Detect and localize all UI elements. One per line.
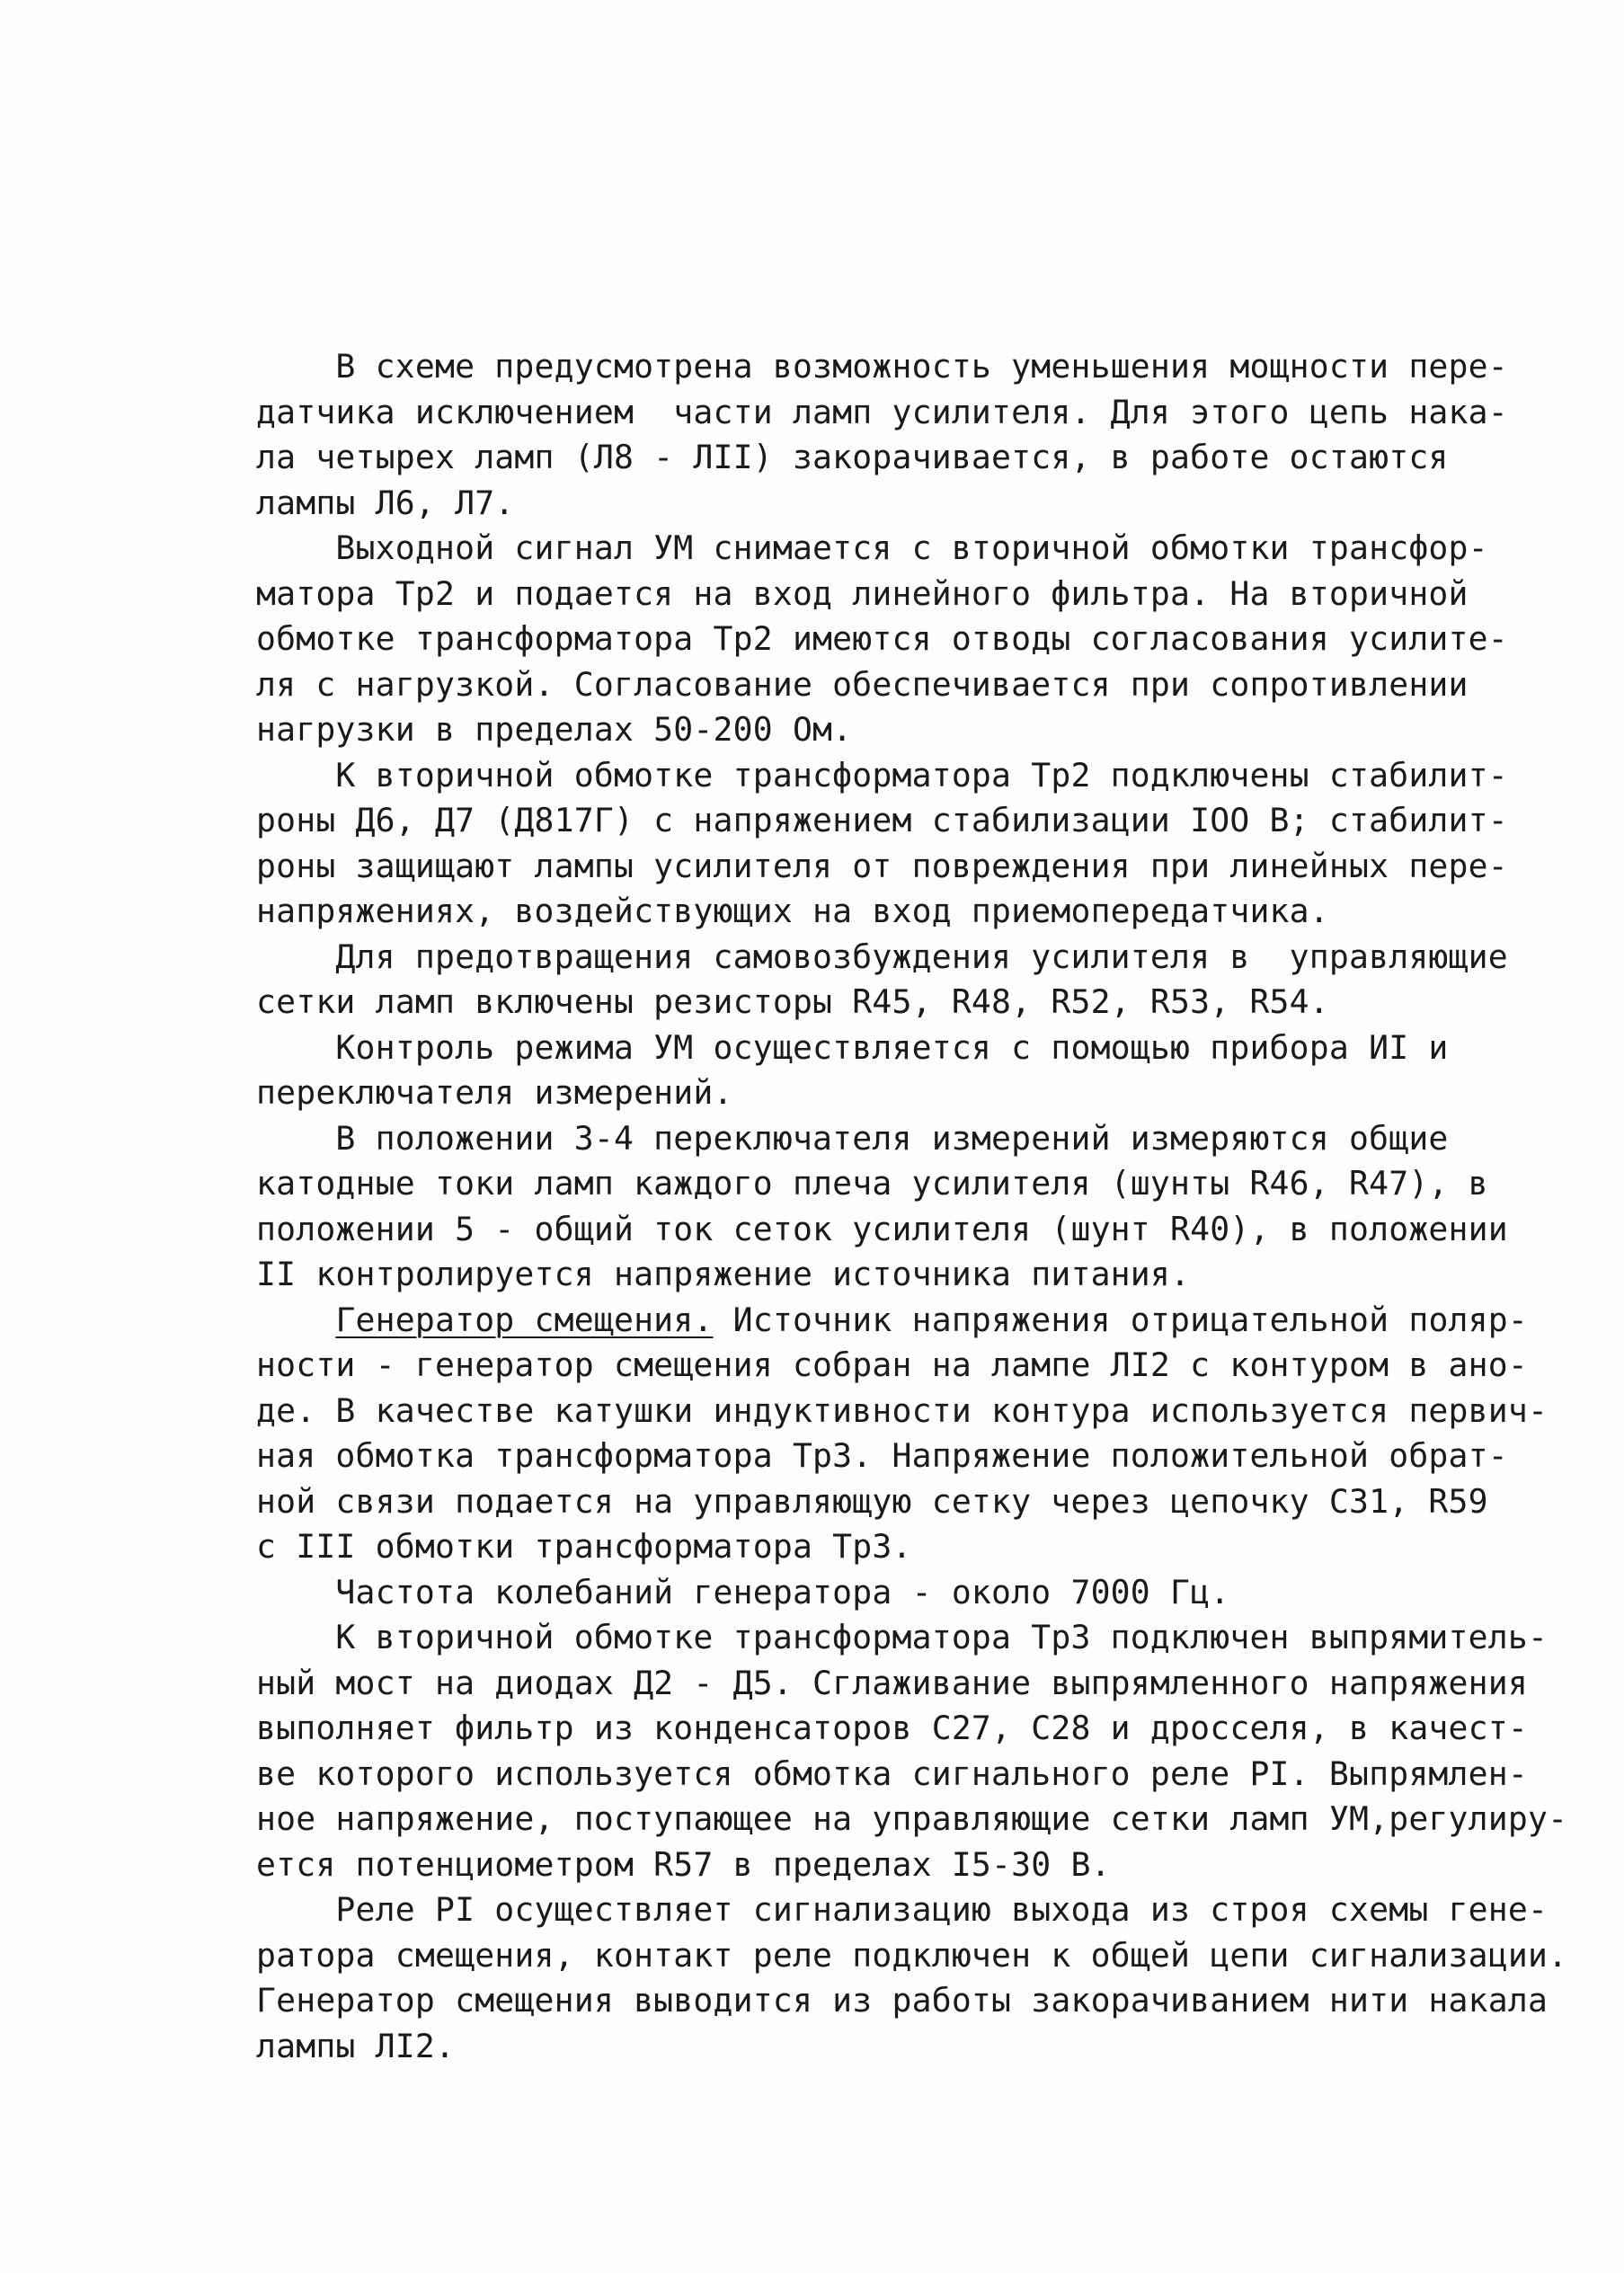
document-body — [256, 344, 1568, 2069]
text-line: Частота колебаний генератора - около 7000 Гц. — [256, 1572, 1230, 1612]
section-heading: Генератор смещения. — [335, 1300, 714, 1339]
text-line: лампы ЛI2. — [256, 2026, 456, 2065]
text-line: нагрузки в пределах 50-200 Ом. — [256, 710, 853, 749]
text-line: В положении 3-4 переключателя измерений измеряются общие — [256, 1118, 1449, 1158]
text-line: сетки ламп включены резисторы R45, R48, R52, R53, R54. — [256, 982, 1329, 1021]
text-line: ности - генератор смещения собран на лампе ЛI2 с контуром в ано- — [256, 1345, 1528, 1384]
text-line: В схеме предусмотрена возможность уменьшения мощности пере- — [256, 347, 1508, 386]
text-line: ное напряжение, поступающее на управляющие сетки ламп УМ,регулиру- — [256, 1799, 1568, 1838]
text-line: ратора смещения, контакт реле подключен к общей цепи сигнализации. — [256, 1935, 1568, 1975]
text-line: напряжениях, воздействующих на вход приемопередатчика. — [256, 892, 1329, 930]
text-line: ная обмотка трансформатора Тр3. Напряжение положительной обрат- — [256, 1436, 1508, 1475]
text-line: Контроль режима УМ осуществляется с помощью прибора ИI и — [256, 1027, 1449, 1067]
text-line: лампы Л6, Л7. — [256, 483, 515, 522]
text-line: Реле PI осуществляет сигнализацию выхода из строя схемы гене- — [256, 1890, 1549, 1929]
text-line: положении 5 - общий ток сеток усилителя (шунт R40), в положении — [256, 1209, 1508, 1248]
text-line: обмотке трансформатора Тр2 имеются отводы согласования усилите- — [256, 619, 1508, 658]
text-line: ный мост на диодах Д2 - Д5. Сглаживание выпрямленного напряжения — [256, 1663, 1528, 1702]
text-line: ве которого используется обмотка сигнального реле PI. Выпрямлен- — [256, 1754, 1528, 1793]
text-line: катодные токи ламп каждого плеча усилителя (шунты R46, R47), в — [256, 1164, 1488, 1203]
text-line: роны Д6, Д7 (Д817Г) с напряжением стабилизации IOO В; стабилит- — [256, 801, 1508, 839]
text-line: датчика исключением части ламп усилителя. Для этого цепь нака- — [256, 392, 1508, 431]
text-line: Генератор смещения выводится из работы закорачиванием нити накала — [256, 1981, 1549, 2020]
section-heading-line — [256, 1298, 1528, 1344]
text-line: Выходной сигнал УМ снимается с вторичной обмотки трансфор- — [256, 528, 1488, 567]
text-line: де. В качестве катушки индуктивности контура используется первич- — [256, 1390, 1549, 1430]
text-line: Для предотвращения самовозбуждения усилителя в управляющие — [256, 937, 1508, 976]
text-line: с III обмотки трансформатора Тр3. — [256, 1527, 912, 1566]
text-line: матора Тр2 и подается на вход линейного фильтра. На вторичной — [256, 573, 1469, 613]
text-line: ной связи подается на управляющую сетку через цепочку C31, R59 — [256, 1481, 1488, 1521]
text-line: II контролируется напряжение источника питания. — [256, 1255, 1191, 1293]
text-line: К вторичной обмотке трансформатора Тр2 подключены стабилит- — [256, 755, 1508, 795]
text-line: ла четырех ламп (Л8 - ЛII) закорачивается, в работе остаются — [256, 438, 1449, 476]
text-line: выполняет фильтр из конденсаторов С27, С28 и дросселя, в качест- — [256, 1709, 1528, 1747]
text-line: роны защищают лампы усилителя от повреждения при линейных пере- — [256, 846, 1508, 885]
text-line: К вторичной обмотке трансформатора Тр3 подключен выпрямитель- — [256, 1618, 1549, 1656]
text-line: ля с нагрузкой. Согласование обеспечивается при сопротивлении — [256, 664, 1469, 704]
text-line: ется потенциометром R57 в пределах I5-30 В. — [256, 1844, 1111, 1884]
text-line: переключателя измерений. — [256, 1073, 733, 1112]
text-fragment: Источник напряжения отрицательной поляр- — [713, 1300, 1528, 1339]
